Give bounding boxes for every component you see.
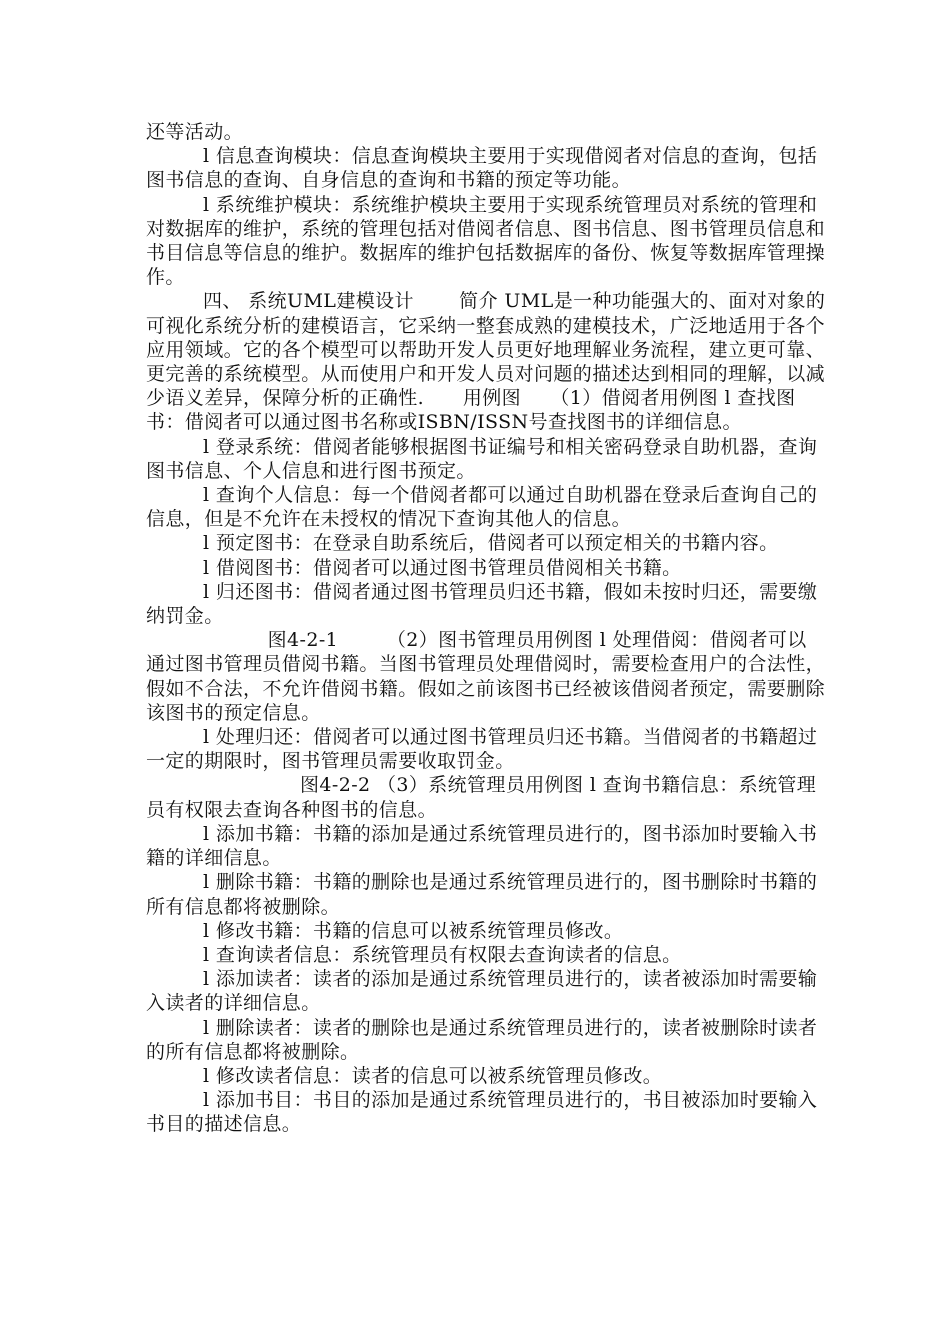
paragraph: l 查询读者信息：系统管理员有权限去查询读者的信息。 — [203, 943, 682, 966]
paragraph: l 删除书籍：书籍的删除也是通过系统管理员进行的，图书删除时书籍的所有信息都将被删除。 — [146, 871, 818, 918]
document-body — [146, 120, 826, 1137]
paragraph: l 登录系统：借阅者能够根据图书证编号和相关密码登录自助机器，查询图书信息、个人信息和进行图书预定。 — [146, 435, 818, 482]
paragraph: l 借阅图书：借阅者可以通过图书管理员借阅相关书籍。 — [203, 556, 682, 579]
paragraph: l 添加读者：读者的添加是通过系统管理员进行的，读者被添加时需要输入读者的详细信息。 — [146, 968, 818, 1015]
paragraph: l 删除读者：读者的删除也是通过系统管理员进行的，读者被删除时读者的所有信息都将被删除。 — [146, 1016, 818, 1063]
paragraph: 图4-2-1 （2）图书管理员用例图 l 处理借阅：借阅者可以通过图书管理员借阅书籍。当图书管理员处理借阅时，需要检查用户的合法性，假如不合法，不允许借阅书籍。假如之前该图书已经被该借阅者预定，需要删除该图书的预定信息。 — [146, 629, 826, 724]
paragraph: l 信息查询模块：信息查询模块主要用于实现借阅者对信息的查询，包括图书信息的查询、自身信息的查询和书籍的预定等功能。 — [146, 145, 818, 192]
paragraph: 四、 系统UML建模设计 简介 UML是一种功能强大的、面对对象的可视化系统分析的建模语言，它采纳一整套成熟的建模技术，广泛地适用于各个应用领域。它的各个模型可以帮助开发人员更好地理解业务流程，建立更可靠、更完善的系统模型。从而使用户和开发人员对问题的描述达到相同的理解，以减少语义差异，保障分析的正确性. 用例图 （1）借阅者用例图 l 查找图书：借阅者可以通过图书名称或ISBN/ISSN号查找图书的详细信息。 — [146, 290, 826, 434]
paragraph: l 查询个人信息：每一个借阅者都可以通过自助机器在登录后查询自己的信息，但是不允许在未授权的情况下查询其他人的信息。 — [146, 484, 818, 531]
paragraph: 图4-2-2 （3）系统管理员用例图 l 查询书籍信息：系统管理员有权限去查询各种图书的信息。 — [146, 774, 817, 821]
paragraph: l 处理归还：借阅者可以通过图书管理员归还书籍。当借阅者的书籍超过一定的期限时，图书管理员需要收取罚金。 — [146, 726, 818, 773]
paragraph: l 添加书目：书目的添加是通过系统管理员进行的，书目被添加时要输入书目的描述信息。 — [146, 1089, 818, 1136]
paragraph: 还等活动。 — [146, 121, 244, 143]
paragraph: l 修改书籍：书籍的信息可以被系统管理员修改。 — [203, 919, 624, 942]
paragraph: l 归还图书：借阅者通过图书管理员归还书籍，假如未按时归还，需要缴纳罚金。 — [146, 580, 818, 628]
paragraph: l 修改读者信息：读者的信息可以被系统管理员修改。 — [203, 1064, 663, 1087]
paragraph: l 预定图书：在登录自助系统后，借阅者可以预定相关的书籍内容。 — [203, 532, 779, 555]
paragraph: l 添加书籍：书籍的添加是通过系统管理员进行的，图书添加时要输入书籍的详细信息。 — [146, 822, 818, 870]
paragraph: l 系统维护模块：系统维护模块主要用于实现系统管理员对系统的管理和对数据库的维护，系统的管理包括对借阅者信息、图书信息、图书管理员信息和书目信息等信息的维护。数据库的维护包括数据库的备份、恢复等数据库管理操作。 — [146, 193, 826, 289]
